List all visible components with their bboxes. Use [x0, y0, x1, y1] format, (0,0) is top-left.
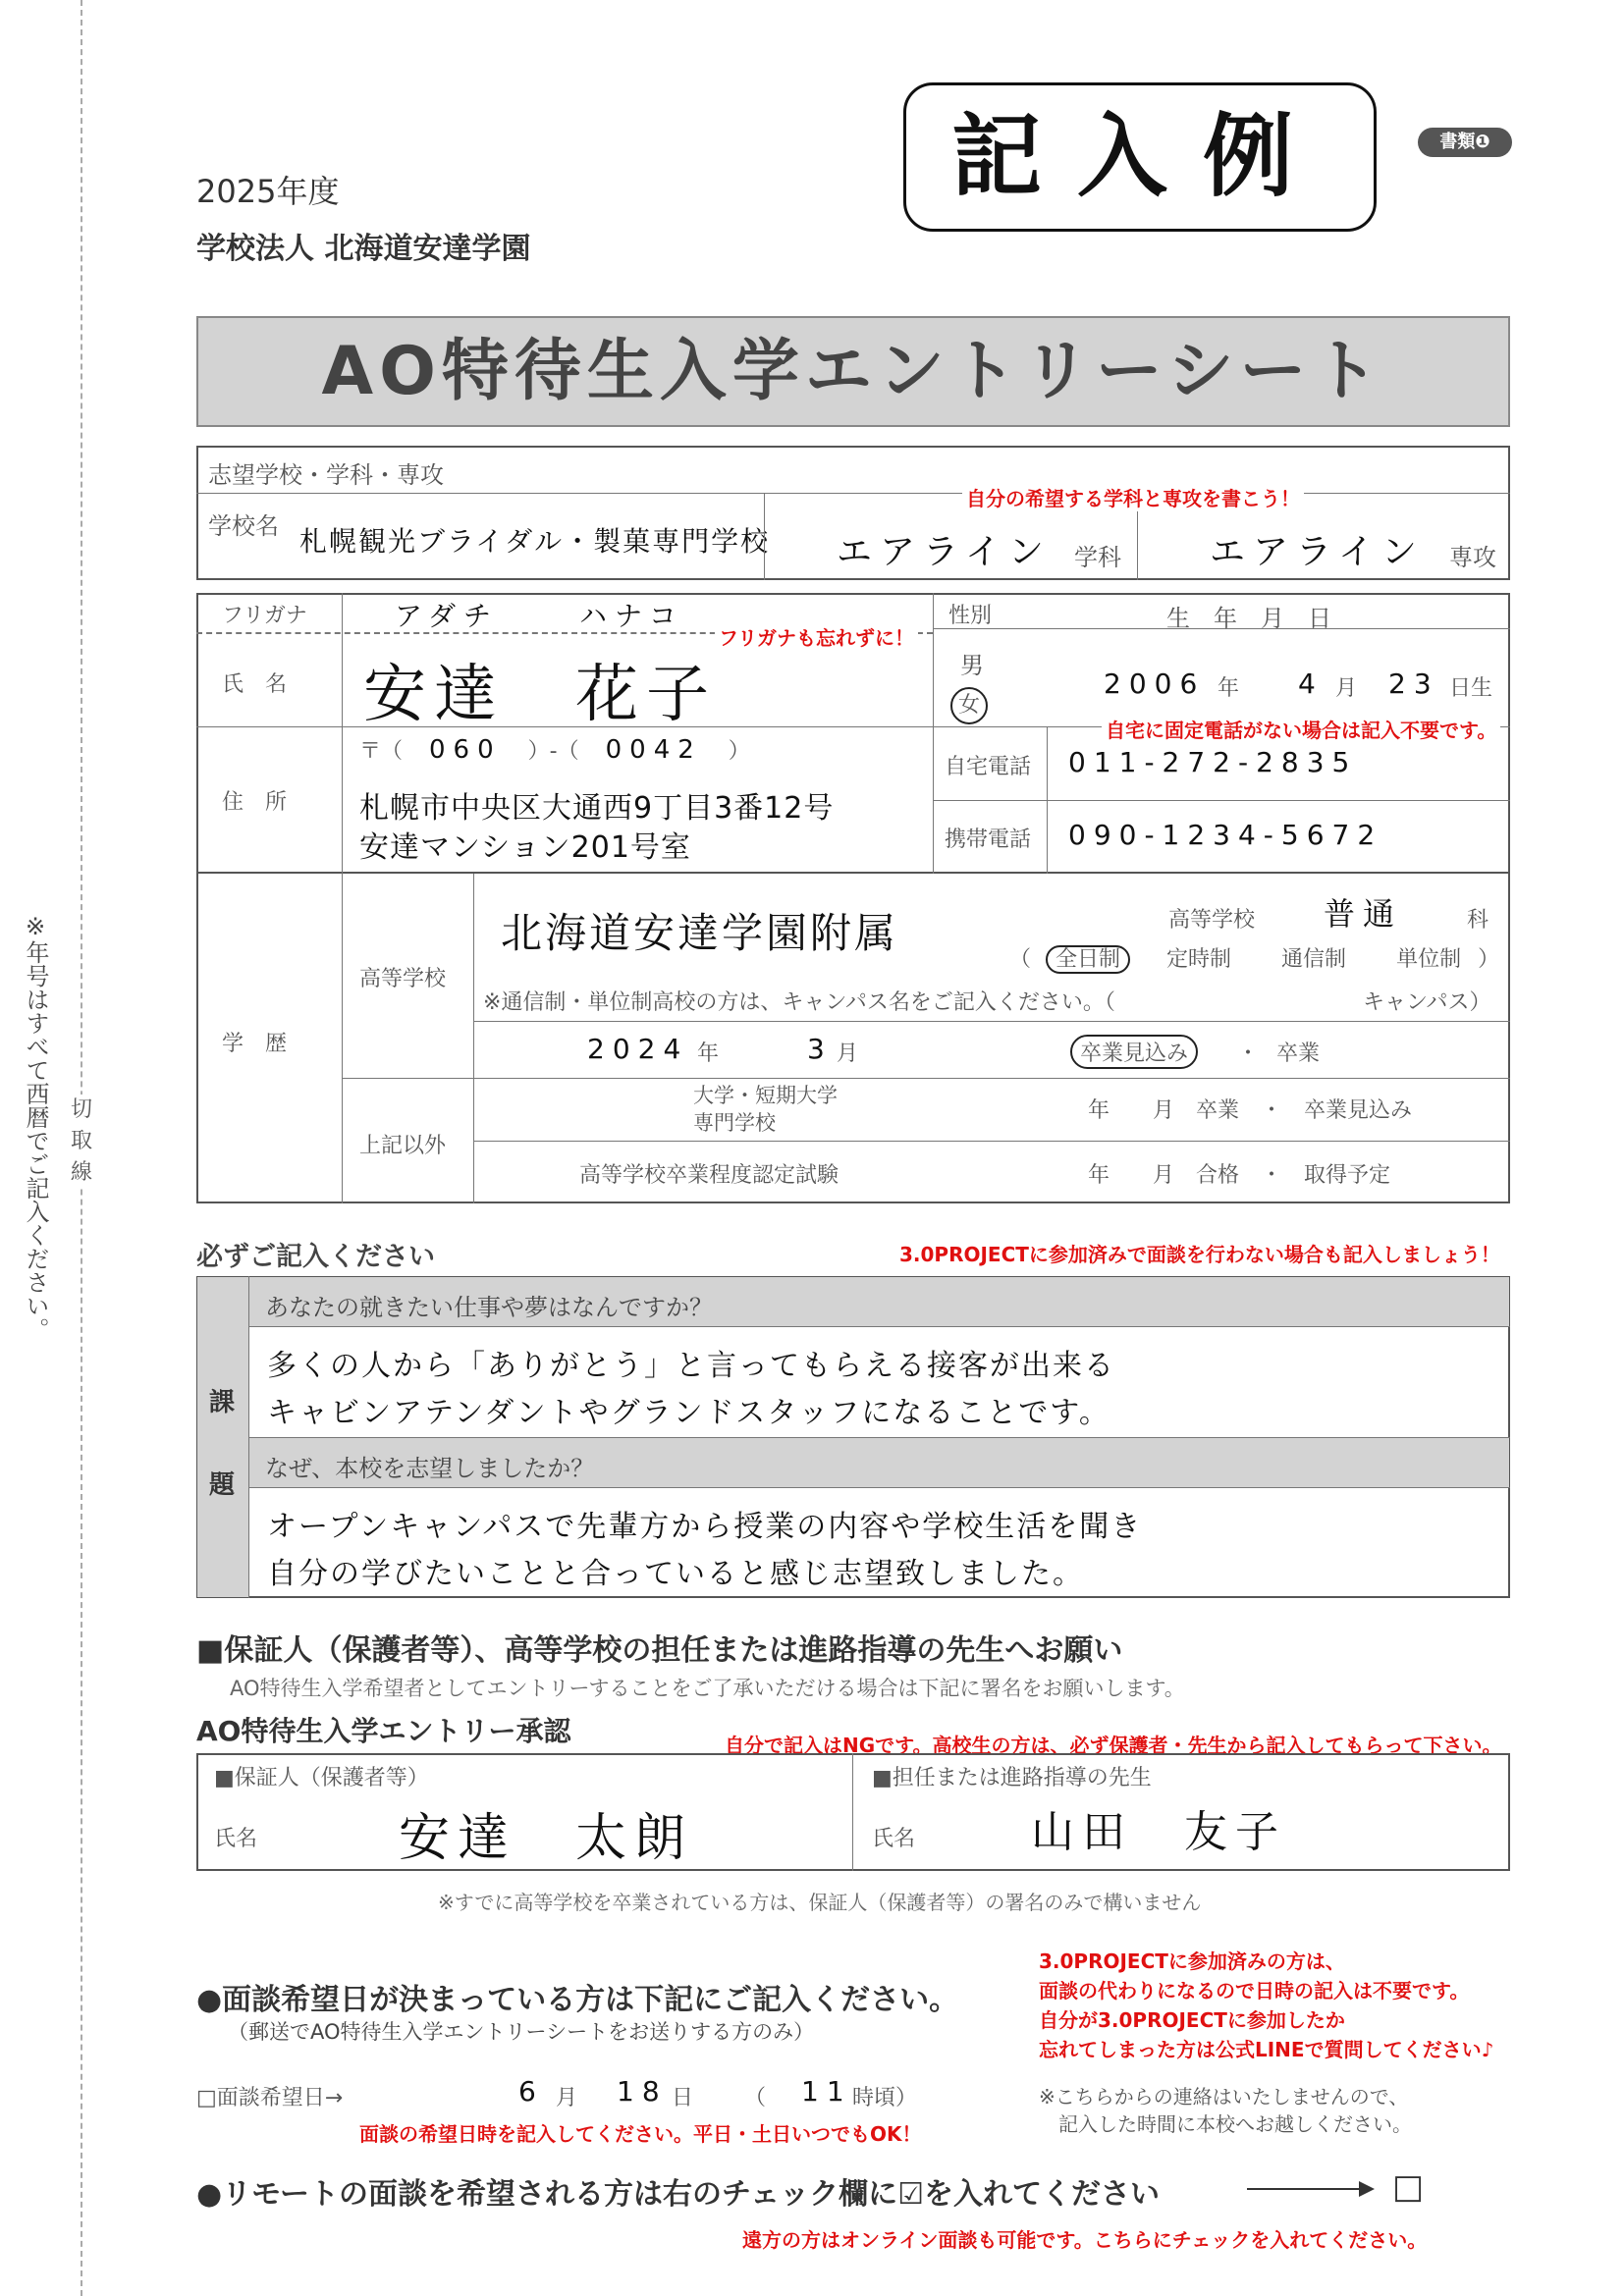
mobile-phone-label: 携帯電話 [945, 828, 1032, 852]
remote-checkbox[interactable]: □ [1392, 2167, 1425, 2207]
required-heading: 必ずご記入ください [196, 1242, 435, 1272]
required-note: 3.0PROJECTに参加済みで面談を行わない場合も記入しましょう！ [899, 1243, 1500, 1266]
address-label: 住 所 [222, 790, 288, 815]
interview-hour-unit: 時頃） [852, 2086, 918, 2110]
dob-month: 4 [1298, 667, 1324, 700]
answer-1-line-1: 多くの人から「ありがとう」と言ってもらえる接客が出来る [267, 1349, 1115, 1383]
address-line-2: 安達マンション201号室 [359, 830, 691, 865]
other-exam: 高等学校卒業程度認定試験 [579, 1163, 839, 1188]
close-paren: ） [1478, 947, 1500, 972]
interview-note-2: 面談の代わりになるので日時の記入は不要です。 [1039, 1979, 1470, 2002]
home-phone-note: 自宅に固定電話がない場合は記入不要です。 [1102, 715, 1500, 743]
home-phone-label: 自宅電話 [945, 755, 1032, 779]
other-university: 大学・短期大学 [693, 1084, 838, 1107]
furigana-given: ハナコ [579, 600, 684, 632]
interview-day-unit: 日 [672, 2086, 694, 2110]
interview-date-label: □面談希望日→ [196, 2086, 344, 2110]
graduation-year-unit: 年 [697, 1041, 720, 1066]
contact-note-2: 記入した時間に本校へお越しください。 [1058, 2112, 1412, 2136]
type-fulltime: 全日制 [1046, 945, 1130, 974]
zip-part-2: 0042 [605, 735, 702, 765]
interview-day: 18 [617, 2075, 668, 2108]
other-education-label: 上記以外 [359, 1134, 447, 1158]
fiscal-year: 2025年度 [196, 173, 340, 210]
cut-line-label: 切取線 [70, 1095, 93, 1189]
department-value: エアライン [837, 532, 1052, 572]
furigana-label: フリガナ [222, 604, 307, 628]
answer-2-line-2: 自分の学びたいことと合っていると感じ志望致しました。 [267, 1557, 1084, 1591]
other-vocational: 専門学校 [693, 1111, 776, 1135]
form-title: AO特待生入学エントリーシート [196, 316, 1510, 427]
remote-arrow [1247, 2188, 1361, 2190]
gender-male-option: 男 [960, 652, 984, 679]
zip-suffix: ） [728, 739, 750, 764]
furigana-family: アダチ [395, 600, 500, 632]
organization-name: 学校法人 北海道安達学園 [196, 232, 531, 266]
type-parttime: 定時制 [1166, 947, 1232, 972]
department-label: 学科 [1074, 544, 1121, 571]
campus-suffix: キャンパス） [1363, 990, 1491, 1015]
contact-note-1: ※こちらからの連絡はいたしませんので、 [1039, 2085, 1409, 2109]
guarantor-footnote: ※すでに高等学校を卒業されている方は、保証人（保護者等）の署名のみで構いません [438, 1891, 1202, 1914]
mobile-phone-value: 090-1234-5672 [1068, 819, 1383, 851]
guardian-name: 安達 太朗 [399, 1809, 694, 1868]
remote-interview-text: ●リモートの面談を希望される方は右のチェック欄に☑を入れてください [196, 2177, 1160, 2212]
interview-note-1: 3.0PROJECTに参加済みの方は、 [1039, 1949, 1345, 1973]
address-line-1: 札幌市中央区大通西9丁目3番12号 [359, 791, 835, 826]
graduation-year: 2024 [587, 1033, 689, 1065]
high-school-name: 北海道安達学園附属 [501, 909, 899, 957]
interview-month-unit: 月 [556, 2086, 578, 2110]
other-exam-status: 年 月 合格 ・ 取得予定 [1088, 1163, 1391, 1188]
major-label: 専攻 [1449, 544, 1496, 571]
teacher-label: ■担任または進路指導の先生 [872, 1766, 1152, 1790]
type-credit: 単位制 [1396, 947, 1462, 972]
questions-side-label-2: 題 [209, 1470, 236, 1500]
teacher-name-label: 氏名 [872, 1827, 916, 1851]
school-label: 学校名 [208, 512, 279, 540]
dob-day-unit: 日生 [1449, 676, 1493, 701]
zip-part-1: 060 [429, 735, 502, 765]
interview-open-paren: （ [744, 2086, 767, 2110]
guarantor-note: 自分で記入はNGです。高校生の方は、必ず保護者・先生から記入してもらって下さい。 [725, 1734, 1502, 1757]
answer-1-line-2: キャビンアテンダントやグランドスタッフになることです。 [267, 1396, 1110, 1430]
question-2: なぜ、本校を志望しましたか？ [265, 1455, 595, 1482]
graduation-month: 3 [807, 1033, 833, 1065]
interview-subheading: （郵送でAO特待生入学エントリーシートをお送りする方のみ） [228, 2020, 815, 2044]
guarantor-description: AO特待生入学希望者としてエントリーすることをご了承いただける場合は下記に署名をお願いします。 [230, 1677, 1185, 1700]
interview-hour: 11 [801, 2075, 852, 2108]
type-correspondence: 通信制 [1281, 947, 1347, 972]
name-value: 安達 花子 [363, 659, 717, 731]
interview-note-4: 忘れてしまった方は公式LINEで質問してください♪ [1039, 2038, 1494, 2061]
major-value: エアライン [1210, 532, 1425, 572]
dob-label: 生 年 月 日 [1166, 605, 1331, 632]
dob-year-unit: 年 [1218, 676, 1240, 701]
zip-code [359, 734, 750, 765]
graduation-expected: 卒業見込み [1070, 1035, 1198, 1069]
gender-female-option: 女 [950, 687, 988, 724]
answer-2-line-1: オープンキャンパスで先輩方から授業の内容や学校生活を聞き [267, 1510, 1143, 1544]
open-paren: （ [1009, 947, 1032, 972]
school-value: 札幌観光ブライダル・製菓専門学校 [299, 525, 771, 558]
high-school-label: 高等学校 [359, 967, 447, 991]
zip-mid: ）-（ [527, 739, 579, 764]
questions-side-label-1: 課 [209, 1388, 236, 1417]
school-type-row [1009, 942, 1499, 973]
remote-note: 遠方の方はオンライン面談も可能です。こちらにチェックを入れてください。 [742, 2228, 1428, 2252]
approval-title: AO特待生入学エントリー承認 [196, 1715, 571, 1747]
interview-date-note: 面談の希望日時を記入してください。平日・土日いつでもOK！ [359, 2122, 922, 2146]
question-1: あなたの就きたい仕事や夢はなんですか？ [265, 1294, 713, 1321]
dob-year: 2006 [1104, 667, 1206, 700]
high-school-suffix: 高等学校 [1168, 908, 1256, 933]
dob-day: 23 [1388, 667, 1439, 700]
guarantor-heading: ■保証人（保護者等）、高等学校の担任または進路指導の先生へお願い [196, 1633, 1123, 1668]
interview-month: 6 [518, 2075, 544, 2108]
graduation-sep: ・ [1237, 1041, 1260, 1066]
campus-note: ※通信制・単位制高校の方は、キャンパス名をご記入ください。（ [483, 990, 1115, 1015]
interview-date-row [196, 2081, 343, 2111]
desired-note: 自分の希望する学科と専攻を書こう！ [962, 483, 1304, 511]
desired-section-label: 志望学校・学科・専攻 [208, 461, 444, 489]
guardian-label: ■保証人（保護者等） [214, 1766, 429, 1790]
guardian-name-label: 氏名 [214, 1827, 258, 1851]
teacher-name: 山田 友子 [1031, 1807, 1286, 1857]
dob-month-unit: 月 [1335, 676, 1358, 701]
graduated: 卒業 [1276, 1041, 1321, 1066]
graduation-month-unit: 月 [837, 1041, 859, 1066]
side-note: ※年号はすべて西暦でご記入ください。 [22, 913, 49, 1341]
furigana-note: フリガナも忘れずに！ [715, 622, 918, 651]
zip-prefix: 〒（ [359, 739, 404, 764]
education-label: 学 歴 [222, 1032, 288, 1056]
course-unit: 科 [1467, 908, 1489, 933]
document-badge: 書類❶ [1418, 128, 1512, 157]
course-value: 普通 [1324, 895, 1403, 933]
sample-label: 記入例 [903, 82, 1377, 232]
interview-note-3: 自分が3.0PROJECTに参加したか [1039, 2008, 1345, 2032]
interview-heading: ●面談希望日が決まっている方は下記にご記入ください。 [196, 1983, 959, 2017]
arrow-head-icon [1359, 2181, 1375, 2197]
name-label: 氏 名 [222, 672, 288, 697]
home-phone-value: 011-272-2835 [1068, 746, 1358, 778]
gender-label: 性別 [948, 604, 993, 628]
other-university-status: 年 月 卒業 ・ 卒業見込み [1088, 1098, 1413, 1123]
